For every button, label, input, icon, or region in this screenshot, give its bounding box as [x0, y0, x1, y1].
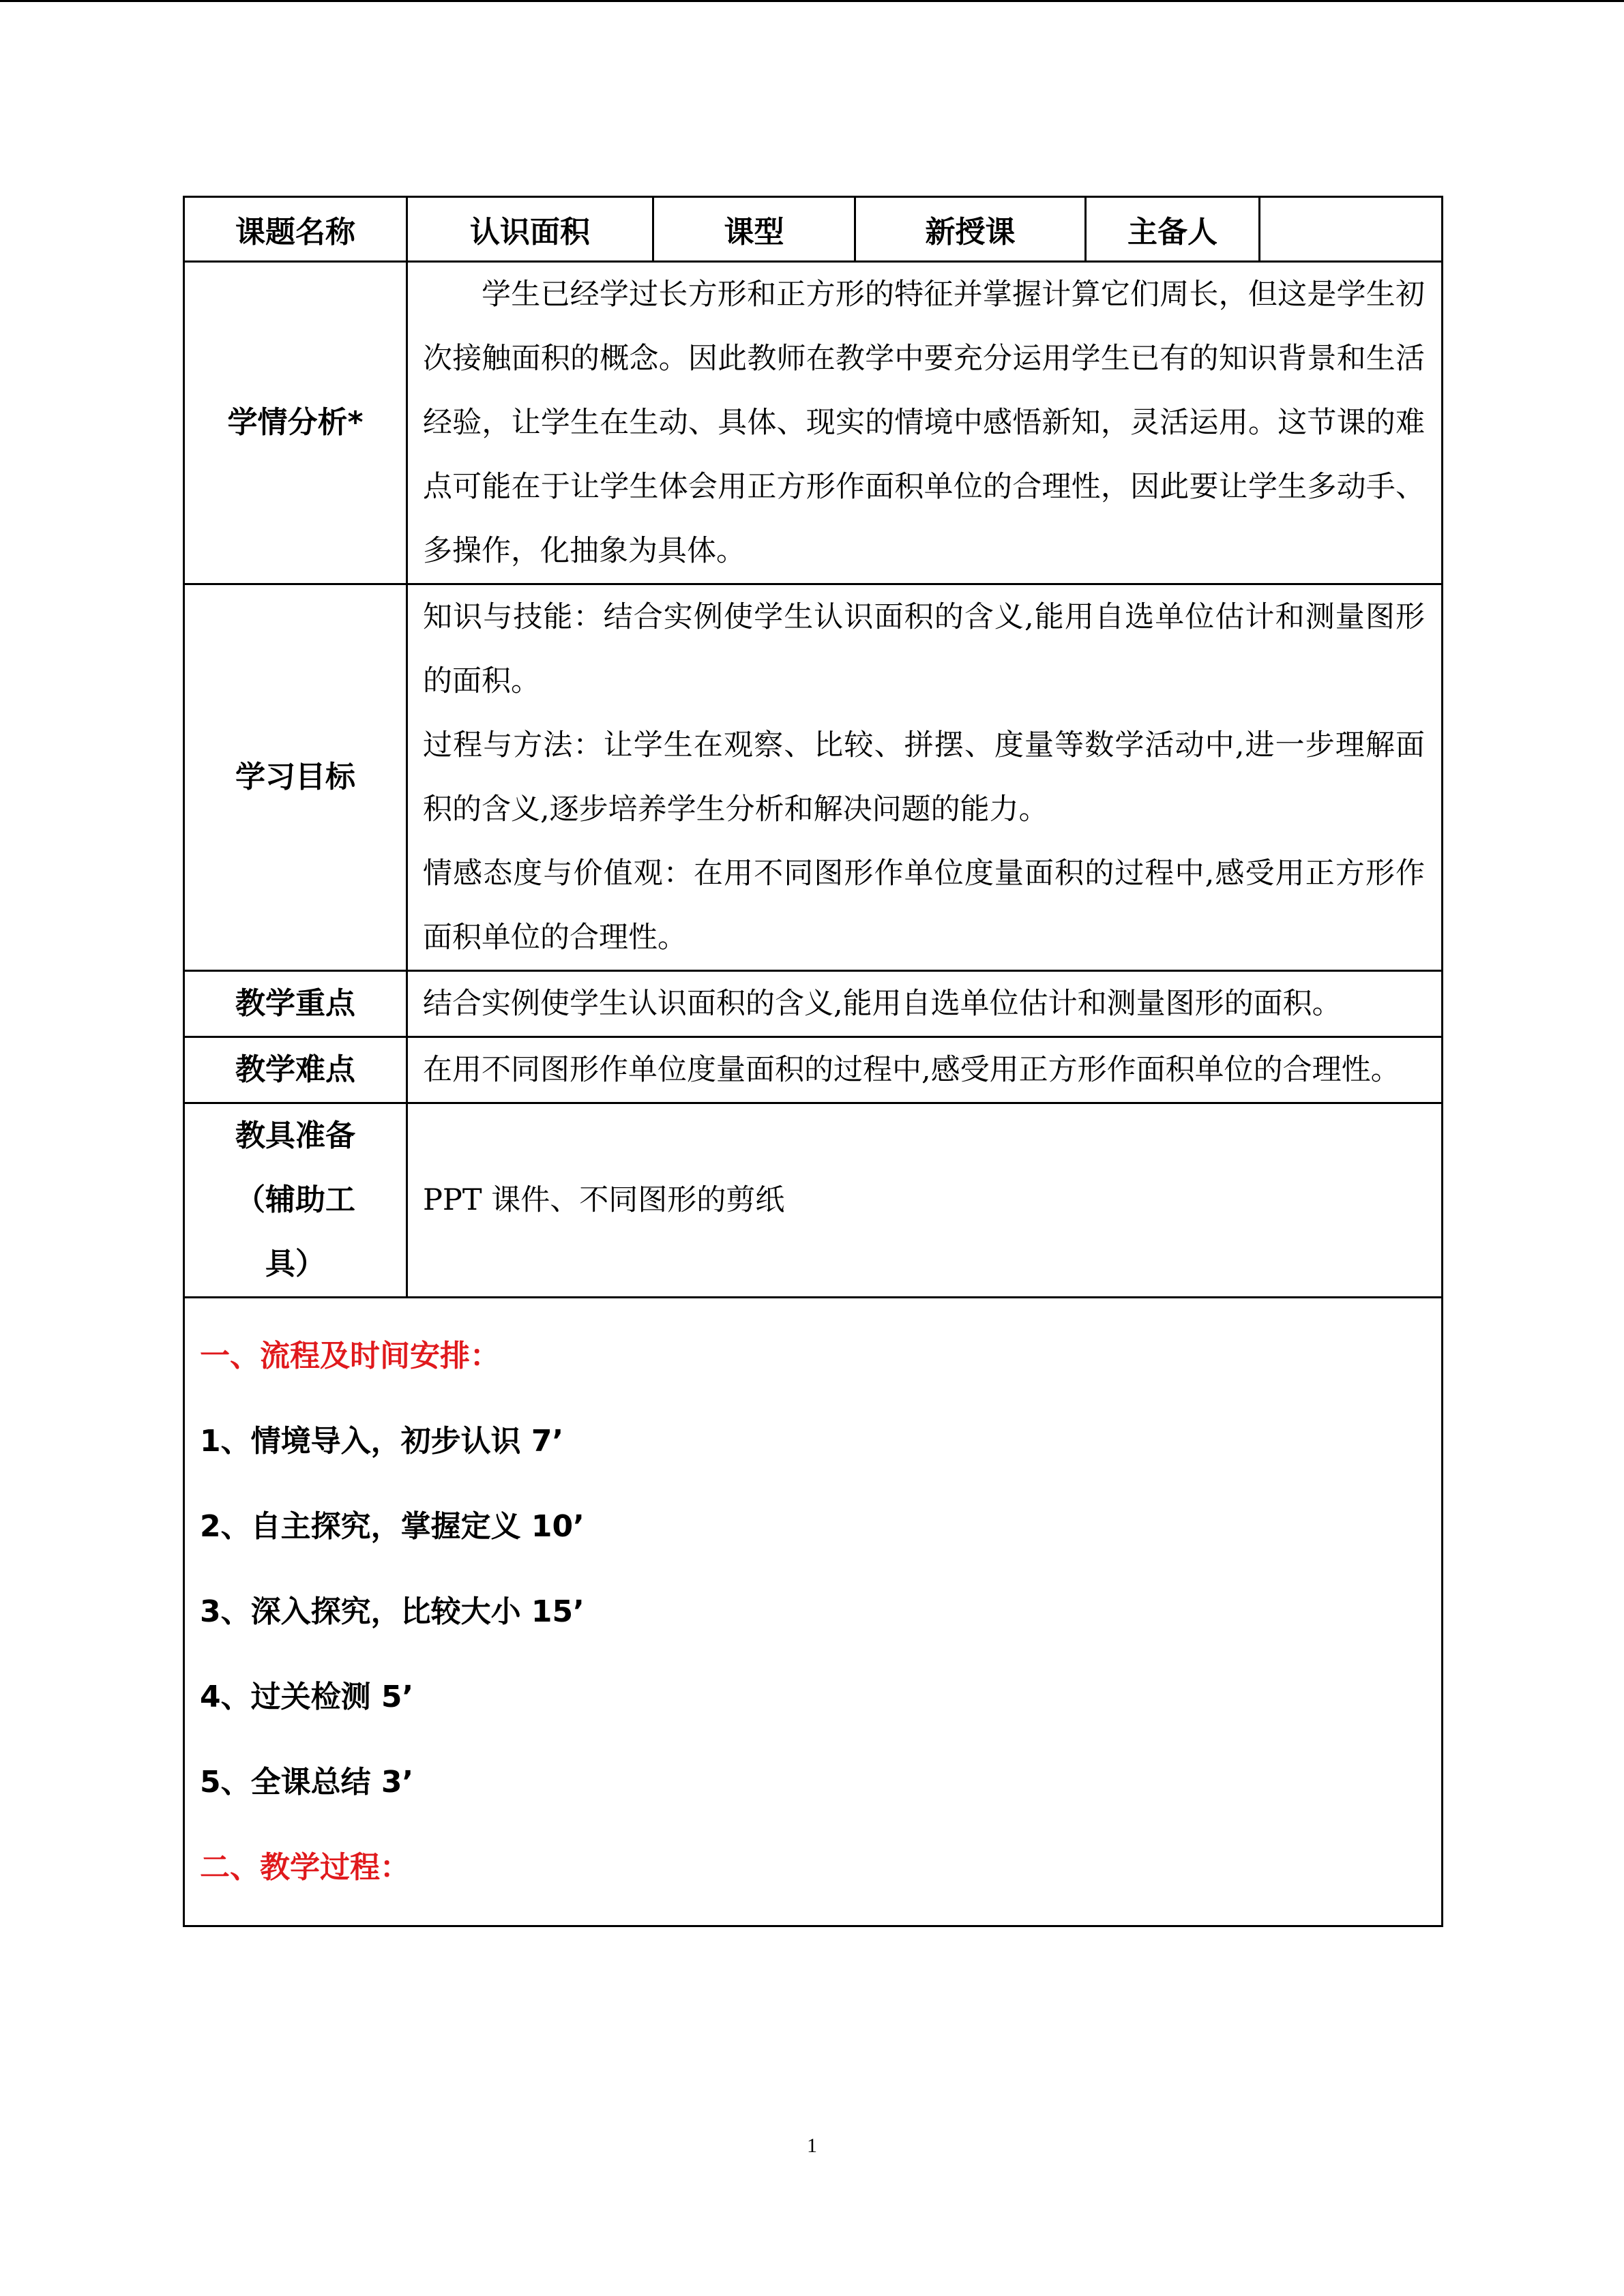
aids-label-line3: 具）: [265, 1247, 325, 1281]
flow-step: 4、过关检测 5’: [200, 1680, 414, 1714]
objectives-label: 学习目标: [184, 584, 407, 971]
analysis-row: [184, 262, 1443, 584]
aids-label-line2: （辅助工: [235, 1182, 355, 1217]
topic-value: 认识面积: [407, 197, 653, 262]
difficulties-row: [184, 1037, 1443, 1103]
flow-step: 2、自主探究，掌握定义 10’: [200, 1509, 585, 1544]
page-top-border: [0, 0, 1624, 2]
aids-content: [407, 1103, 1443, 1298]
analysis-text: 学生已经学过长方形和正方形的特征并掌握计算它们周长，但这是学生初次接触面积的概念。因此教师在教学中要充分运用学生已有的知识背景和生活经验，让学生在生动、具体、现实的情境中感悟新知，灵活运用。这节课的难点可能在于让学生体会用正方形作面积单位的合理性，因此要让学生多动手、多操作，化抽象为具体。: [423, 278, 1425, 568]
type-label: 课型: [653, 197, 855, 262]
key-points-row: [184, 971, 1443, 1037]
difficulties-label: 教学难点: [184, 1037, 407, 1103]
analysis-content: [407, 262, 1443, 584]
topic-label: 课题名称: [184, 197, 407, 262]
flow-step: 3、深入探究，比较大小 15’: [200, 1594, 585, 1629]
header-row: [184, 197, 1443, 262]
aids-label-line1: 教具准备: [235, 1118, 355, 1153]
difficulties-content: [407, 1037, 1443, 1103]
objectives-row: [184, 584, 1443, 971]
type-value: 新授课: [855, 197, 1086, 262]
lesson-plan-table: [183, 196, 1443, 1927]
preparer-value: [1260, 197, 1443, 262]
flow-section: [184, 1298, 1443, 1926]
key-points-text: 结合实例使学生认识面积的含义,能用自选单位估计和测量图形的面积。: [423, 987, 1342, 1021]
aids-text: PPT 课件、不同图形的剪纸: [423, 1183, 785, 1217]
objective-attitude: 情感态度与价值观：在用不同图形作单位度量面积的过程中,感受用正方形作面积单位的合理性。: [423, 856, 1425, 955]
objective-process: 过程与方法：让学生在观察、比较、拼摆、度量等数学活动中,进一步理解面积的含义,逐步培养学生分析和解决问题的能力。: [423, 728, 1425, 826]
aids-label: [184, 1103, 407, 1298]
preparer-label: 主备人: [1086, 197, 1260, 262]
key-points-content: [407, 971, 1443, 1037]
page-number: 1: [807, 2134, 817, 2157]
flow-heading: 一、流程及时间安排：: [200, 1339, 500, 1373]
flow-step: 5、全课总结 3’: [200, 1765, 414, 1800]
objectives-content: [407, 584, 1443, 971]
flow-step: 1、情境导入，初步认识 7’: [200, 1424, 564, 1459]
flow-row: [184, 1298, 1443, 1926]
difficulties-text: 在用不同图形作单位度量面积的过程中,感受用正方形作面积单位的合理性。: [423, 1053, 1400, 1087]
analysis-label: 学情分析*: [184, 262, 407, 584]
process-heading: 二、教学过程：: [200, 1850, 410, 1885]
objective-knowledge: 知识与技能：结合实例使学生认识面积的含义,能用自选单位估计和测量图形的面积。: [423, 600, 1425, 698]
key-points-label: 教学重点: [184, 971, 407, 1037]
aids-row: [184, 1103, 1443, 1298]
